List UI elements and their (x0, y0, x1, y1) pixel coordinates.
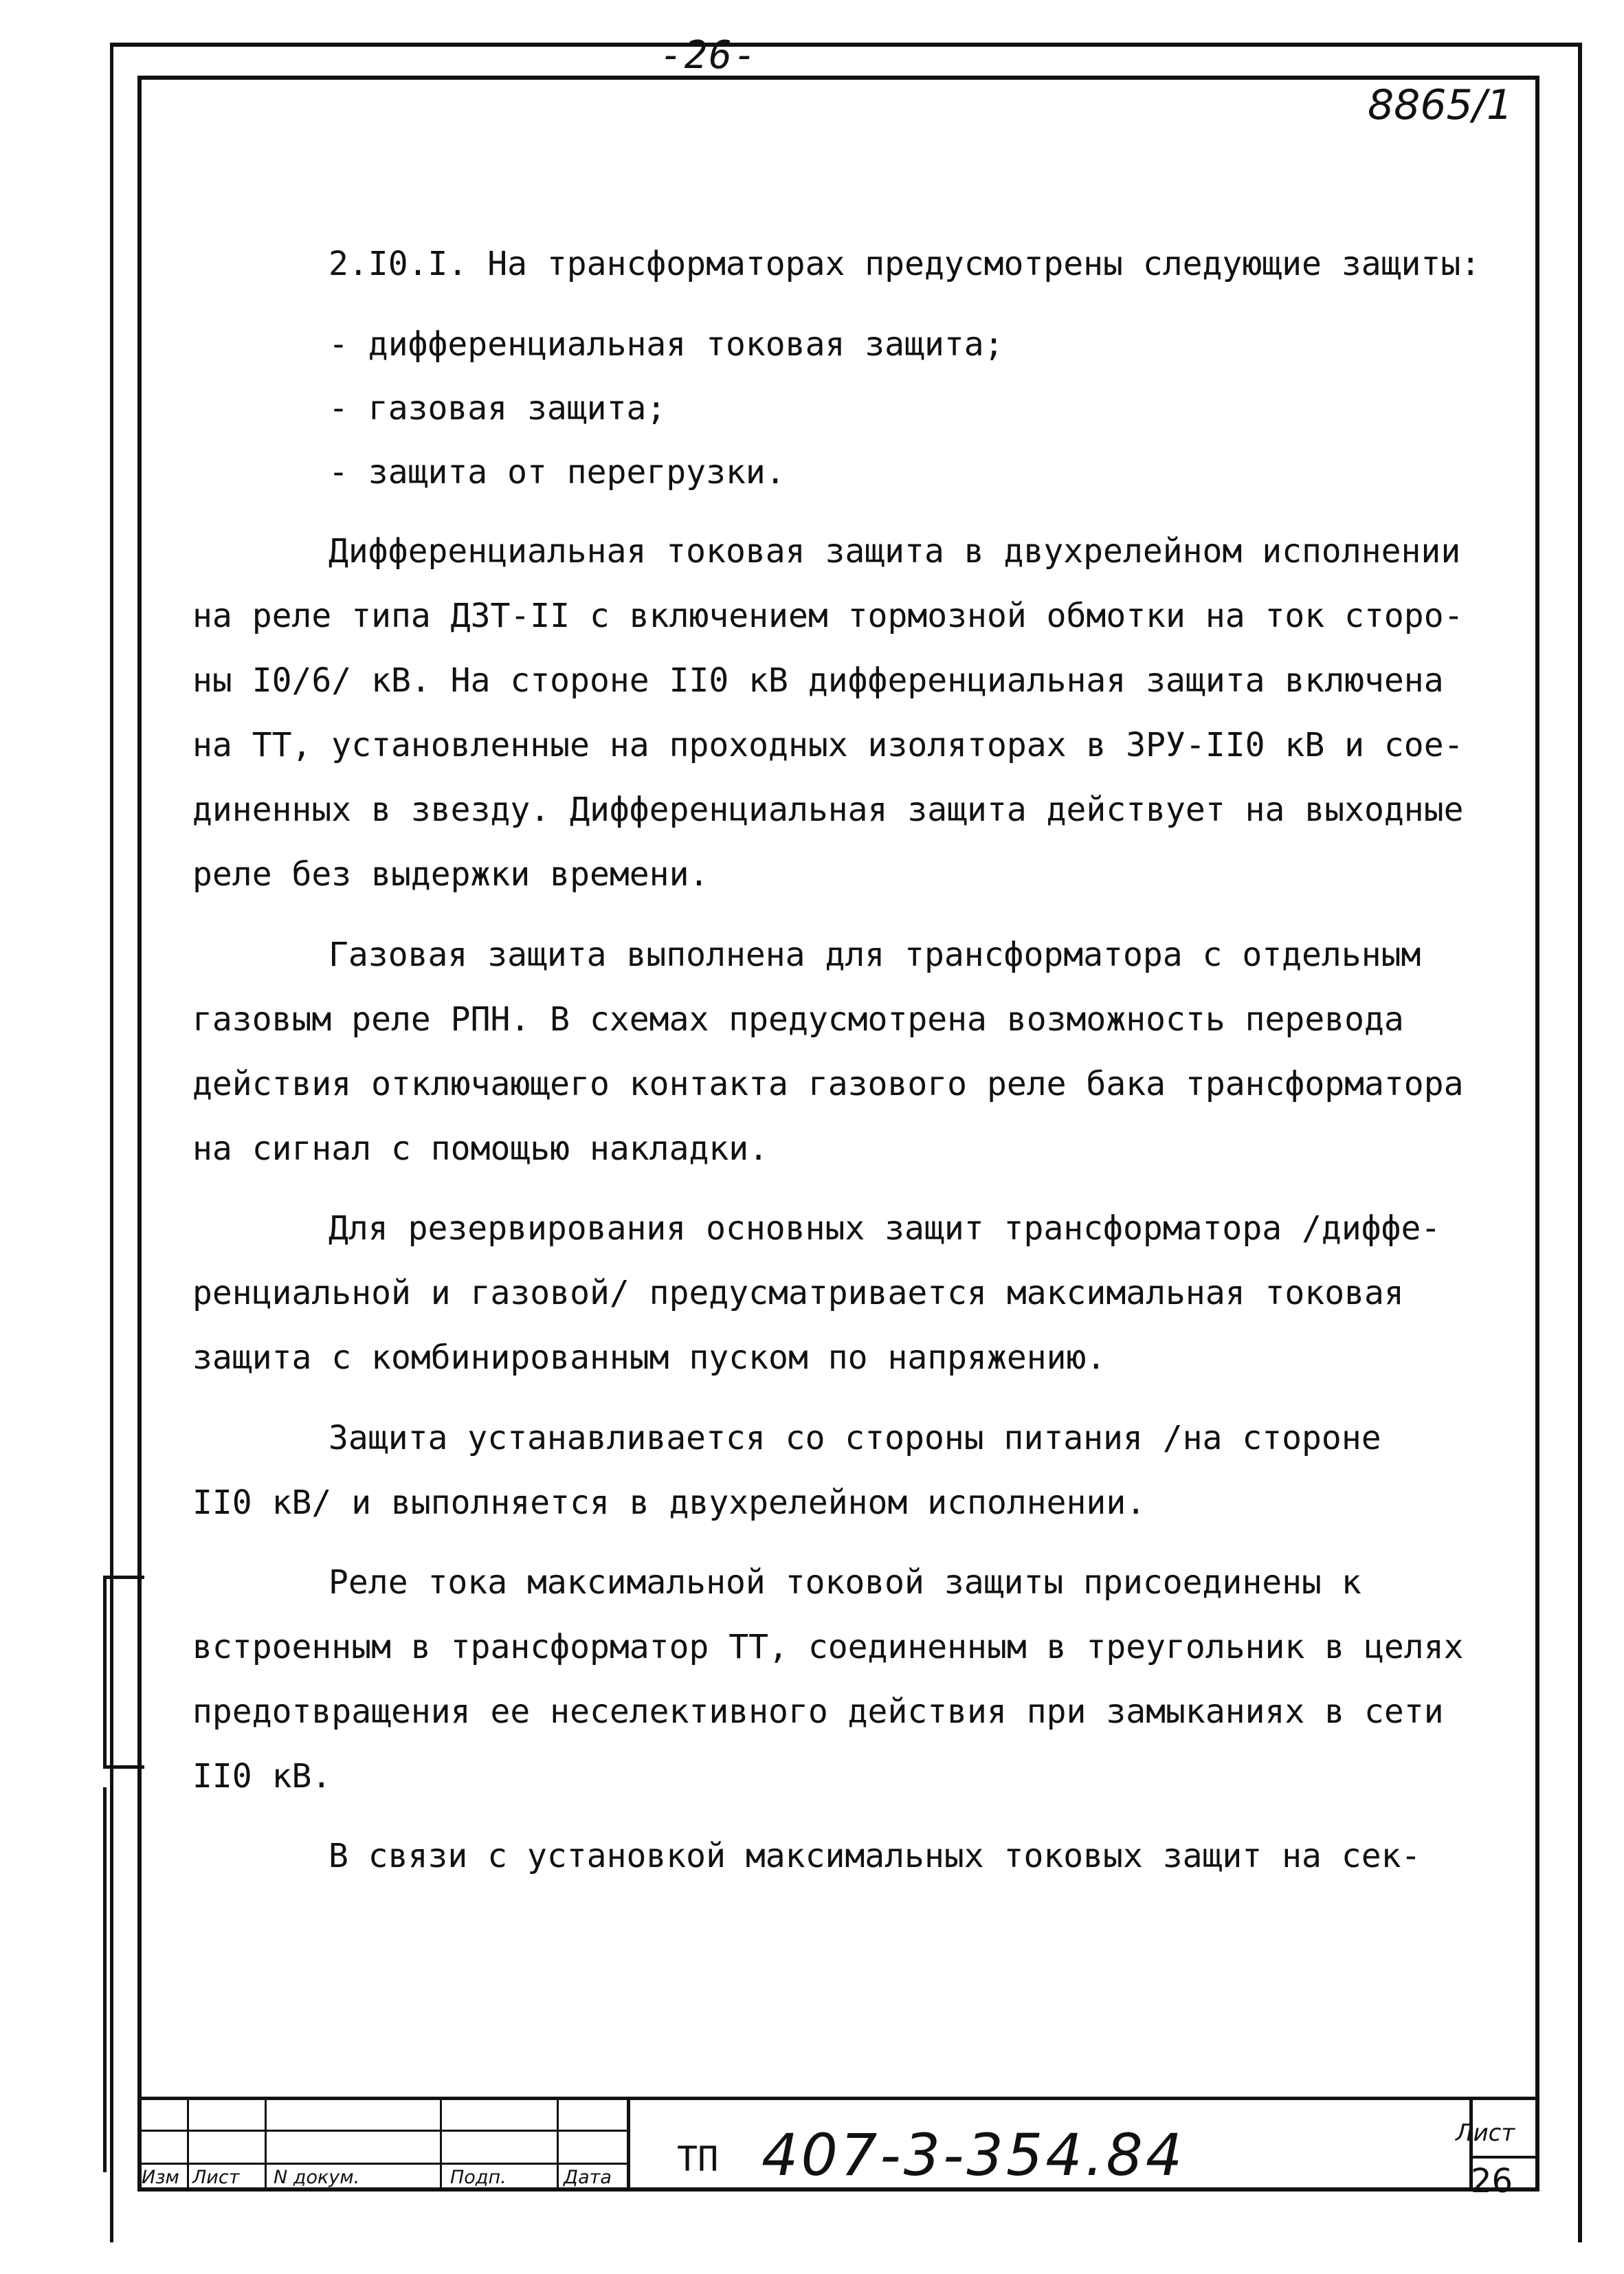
title-block-line (265, 2097, 267, 2192)
text-line: II0 кВ. (192, 1757, 332, 1796)
text-line: на сигнал с помощью накладки. (192, 1129, 769, 1168)
column-label-signature: Подп. (450, 2167, 507, 2188)
document-code-number: 407-3-354.84 (761, 2121, 1186, 2189)
outer-border-left (110, 43, 113, 2242)
text-line: на реле типа ДЗТ-II с включением тормозной обмотки на ток сторо- (192, 597, 1464, 635)
title-block-line (137, 2097, 1539, 2100)
text-line: В связи с установкой максимальных токовых защит на сек- (329, 1837, 1421, 1875)
title-block-line (440, 2097, 442, 2192)
text-line: Защита устанавливается со стороны питания /на стороне (329, 1419, 1381, 1457)
text-line: Газовая защита выполнена для трансформатора с отдельным (329, 936, 1421, 974)
text-line: 2.I0.I. На трансформаторах предусмотрены следующие защиты: (329, 245, 1481, 283)
text-line: II0 кВ/ и выполняется в двухрелейном исполнении. (192, 1483, 1146, 1522)
text-line: Реле тока максимальной токовой защиты присоединены к (329, 1563, 1361, 1602)
text-line: - газовая защита; (329, 389, 667, 428)
outer-border-right (1578, 43, 1582, 2242)
text-line: диненных в звезду. Дифференциальная защита действует на выходные (192, 791, 1464, 829)
title-block-line (627, 2097, 630, 2192)
column-label-sheet: Лист (192, 2167, 240, 2188)
text-line: ны I0/6/ кВ. На стороне II0 кВ дифференциальная защита включена (192, 661, 1444, 700)
column-label-doc-number: N докум. (274, 2167, 360, 2188)
column-label-date: Дата (564, 2167, 612, 2188)
text-line: Дифференциальная токовая защита в двухрелейном исполнении (329, 532, 1461, 571)
outer-border-top (110, 43, 1582, 47)
title-block-line (557, 2097, 559, 2192)
text-line: предотвращения ее неселективного действия при замыканиях в сети (192, 1692, 1444, 1731)
binding-mark (103, 1787, 107, 2172)
title-block-line (187, 2097, 189, 2192)
text-line: на ТТ, установленные на проходных изоляторах в ЗРУ-II0 кВ и сое- (192, 726, 1464, 764)
sheet-label: Лист (1456, 2119, 1515, 2147)
binding-mark (103, 1576, 144, 1579)
document-code-prefix: ТП (677, 2139, 719, 2179)
text-line: газовым реле РПН. В схемах предусмотрена возможность перевода (192, 1000, 1404, 1039)
title-block-line (137, 2163, 630, 2165)
text-line: защита с комбинированным пуском по напряжению. (192, 1338, 1106, 1377)
binding-mark (103, 1765, 144, 1769)
text-line: - дифференциальная токовая защита; (329, 325, 1004, 364)
title-block-line (1469, 2156, 1539, 2159)
text-line: реле без выдержки времени. (192, 855, 709, 894)
document-number: 8865/1 (1368, 81, 1513, 129)
text-line: ренциальной и газовой/ предусматривается максимальная токовая (192, 1274, 1404, 1312)
title-block-line (137, 2130, 630, 2132)
page-number: -26- (660, 33, 758, 78)
text-line: действия отключающего контакта газового реле бака трансформатора (192, 1065, 1464, 1103)
sheet-number: 26 (1471, 2162, 1513, 2200)
binding-mark (103, 1576, 107, 1768)
text-line: Для резервирования основных защит трансформатора /диффе- (329, 1209, 1441, 1248)
column-label-change: Изм (142, 2167, 179, 2188)
text-line: встроенным в трансформатор ТТ, соединенным в треугольник в целях (192, 1628, 1464, 1666)
text-line: - защита от перегрузки. (329, 453, 786, 492)
